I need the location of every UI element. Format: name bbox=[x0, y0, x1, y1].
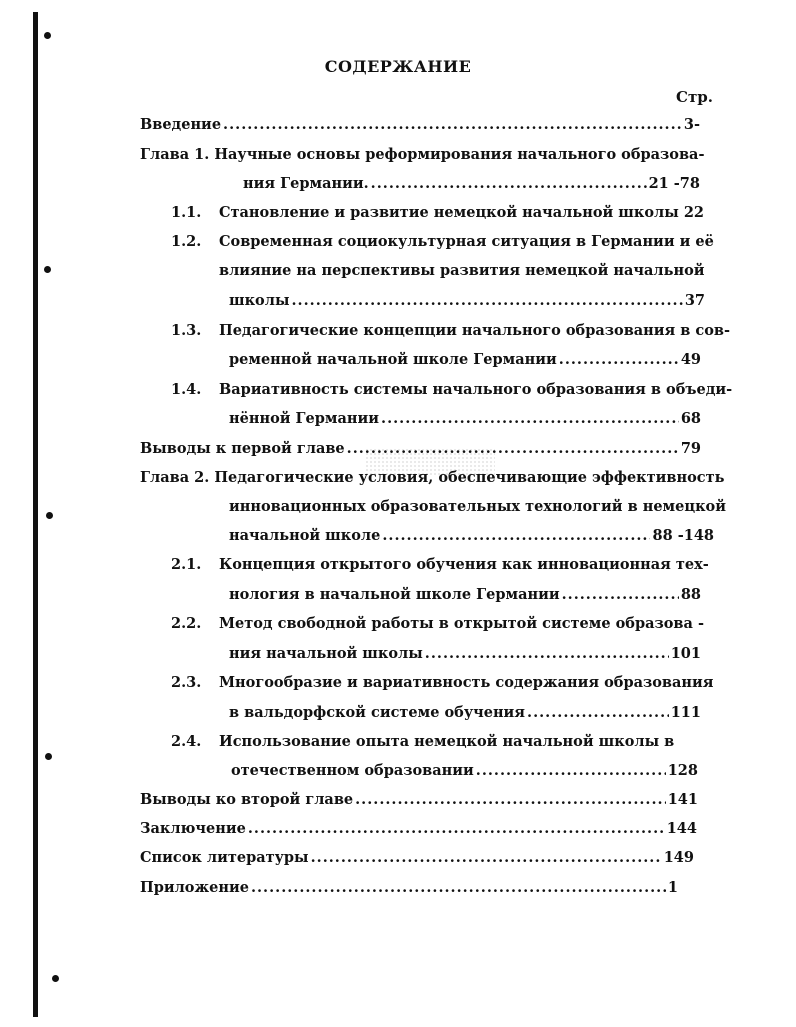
toc-entry-text: Становление и развитие немецкой начальной школы bbox=[219, 204, 679, 221]
leader-dots bbox=[527, 704, 669, 721]
toc-entry-text-line[interactable]: Многообразие и вариативность содержания образования bbox=[219, 674, 714, 691]
toc-entry-1-3[interactable] bbox=[229, 351, 701, 368]
toc-entry-text-line[interactable]: Концепция открытого обучения как инновационная тех- bbox=[219, 556, 709, 573]
toc-entry-ch1[interactable] bbox=[243, 175, 700, 192]
toc-page-number: 149 bbox=[663, 849, 694, 866]
section-number: 1.2. bbox=[171, 233, 202, 250]
toc-entry-text-line[interactable]: Метод свободной работы в открытой системе образова - bbox=[219, 615, 704, 632]
toc-page-number: 37 bbox=[684, 292, 705, 309]
toc-entry-2-3[interactable] bbox=[229, 704, 701, 721]
leader-dots bbox=[425, 645, 669, 662]
toc-entry-text: Список литературы bbox=[140, 849, 309, 866]
toc-entry-text-line[interactable]: Современная социокультурная ситуация в Германии и её bbox=[219, 233, 714, 250]
toc-entry-1-1[interactable] bbox=[219, 204, 704, 221]
toc-entry-2-1[interactable] bbox=[229, 586, 701, 603]
toc-page-number: 101 bbox=[670, 645, 701, 662]
leader-dots bbox=[681, 204, 682, 221]
leader-dots bbox=[559, 351, 679, 368]
toc-entry-1-4[interactable] bbox=[229, 410, 701, 427]
toc-entry-text: ния Германии. bbox=[243, 175, 369, 192]
toc-page-number: 49 bbox=[680, 351, 701, 368]
toc-page-number: 21 -78 bbox=[648, 175, 700, 192]
toc-entry-text-line[interactable]: Вариативность системы начального образования в объеди- bbox=[219, 381, 733, 398]
section-number: 2.3. bbox=[171, 674, 202, 691]
scan-mark bbox=[44, 266, 51, 273]
toc-entry-text: Заключение bbox=[140, 820, 246, 837]
toc-page-number: 141 bbox=[667, 791, 698, 808]
scan-mark bbox=[45, 753, 52, 760]
toc-entry-conclusions-2[interactable] bbox=[140, 791, 698, 808]
toc-entry-text-line[interactable]: Педагогические концепции начального образования в сов- bbox=[219, 322, 731, 339]
leader-dots bbox=[371, 175, 647, 192]
toc-entry-text: ременной начальной школе Германии bbox=[229, 351, 557, 368]
leader-dots bbox=[311, 849, 662, 866]
toc-page-number: 111 bbox=[670, 704, 701, 721]
toc-page-number: 88 -148 bbox=[652, 527, 714, 544]
leader-dots bbox=[562, 586, 679, 603]
toc-page-number: 144 bbox=[666, 820, 697, 837]
section-number: 1.4. bbox=[171, 381, 202, 398]
toc-entry-text: школы bbox=[229, 292, 290, 309]
section-number: 2.4. bbox=[171, 733, 202, 750]
toc-page-number: 22 bbox=[683, 204, 704, 221]
toc-entry-text-line[interactable]: Использование опыта немецкой начальной школы в bbox=[219, 733, 675, 750]
leader-dots bbox=[476, 762, 666, 779]
leader-dots bbox=[292, 292, 683, 309]
toc-entry-appendix[interactable] bbox=[140, 879, 678, 896]
toc-entry-text-line[interactable]: влияние на перспективы развития немецкой начальной bbox=[219, 262, 705, 279]
toc-page-number: 1 bbox=[667, 879, 678, 896]
leader-dots bbox=[223, 116, 682, 133]
toc-entry-text: отечественном образовании bbox=[231, 762, 474, 779]
toc-page-number: 128 bbox=[667, 762, 698, 779]
leader-dots bbox=[251, 879, 666, 896]
toc-entry-conclusion[interactable] bbox=[140, 820, 697, 837]
toc-chapter-heading[interactable]: Глава 2. Педагогические условия, обеспечивающие эффективность bbox=[140, 469, 725, 486]
page-title: СОДЕРЖАНИЕ bbox=[324, 57, 472, 76]
toc-entry-conclusions-1[interactable] bbox=[140, 440, 701, 457]
scan-mark bbox=[52, 975, 59, 982]
toc-page-number: 79 bbox=[680, 440, 701, 457]
leader-dots bbox=[381, 410, 679, 427]
toc-entry-text: начальной школе bbox=[229, 527, 381, 544]
toc-page-number: 3- bbox=[683, 116, 700, 133]
toc-entry-text: Выводы к первой главе bbox=[140, 440, 345, 457]
leader-dots bbox=[355, 791, 666, 808]
toc-entry-references[interactable] bbox=[140, 849, 694, 866]
toc-entry-2-2[interactable] bbox=[229, 645, 701, 662]
leader-dots bbox=[347, 440, 679, 457]
leader-dots bbox=[248, 820, 665, 837]
leader-dots bbox=[382, 527, 650, 544]
section-number: 1.3. bbox=[171, 322, 202, 339]
toc-chapter-heading[interactable]: Глава 1. Научные основы реформирования начального образова- bbox=[140, 146, 705, 163]
toc-entry-ch2[interactable] bbox=[229, 527, 714, 544]
toc-entry-text-line[interactable]: инновационных образовательных технологий в немецкой bbox=[229, 498, 726, 515]
toc-page-number: 88 bbox=[680, 586, 701, 603]
toc-entry-text: Выводы ко второй главе bbox=[140, 791, 354, 808]
binding-edge-line bbox=[33, 12, 38, 1017]
page-column-label: Стр. bbox=[676, 88, 713, 106]
toc-entry-intro[interactable] bbox=[140, 116, 700, 133]
toc-entry-2-4[interactable] bbox=[231, 762, 698, 779]
toc-entry-1-2[interactable] bbox=[229, 292, 705, 309]
section-number: 1.1. bbox=[171, 204, 202, 221]
toc-entry-text: нённой Германии bbox=[229, 410, 380, 427]
scan-mark bbox=[46, 512, 53, 519]
section-number: 2.2. bbox=[171, 615, 202, 632]
toc-entry-text: в вальдорфской системе обучения bbox=[229, 704, 526, 721]
section-number: 2.1. bbox=[171, 556, 202, 573]
toc-entry-text: Введение bbox=[140, 116, 222, 133]
scan-mark bbox=[44, 32, 51, 39]
toc-page-number: 68 bbox=[680, 410, 701, 427]
toc-entry-text: нология в начальной школе Германии bbox=[229, 586, 560, 603]
toc-entry-text: ния начальной школы bbox=[229, 645, 423, 662]
toc-entry-text: Приложение bbox=[140, 879, 249, 896]
